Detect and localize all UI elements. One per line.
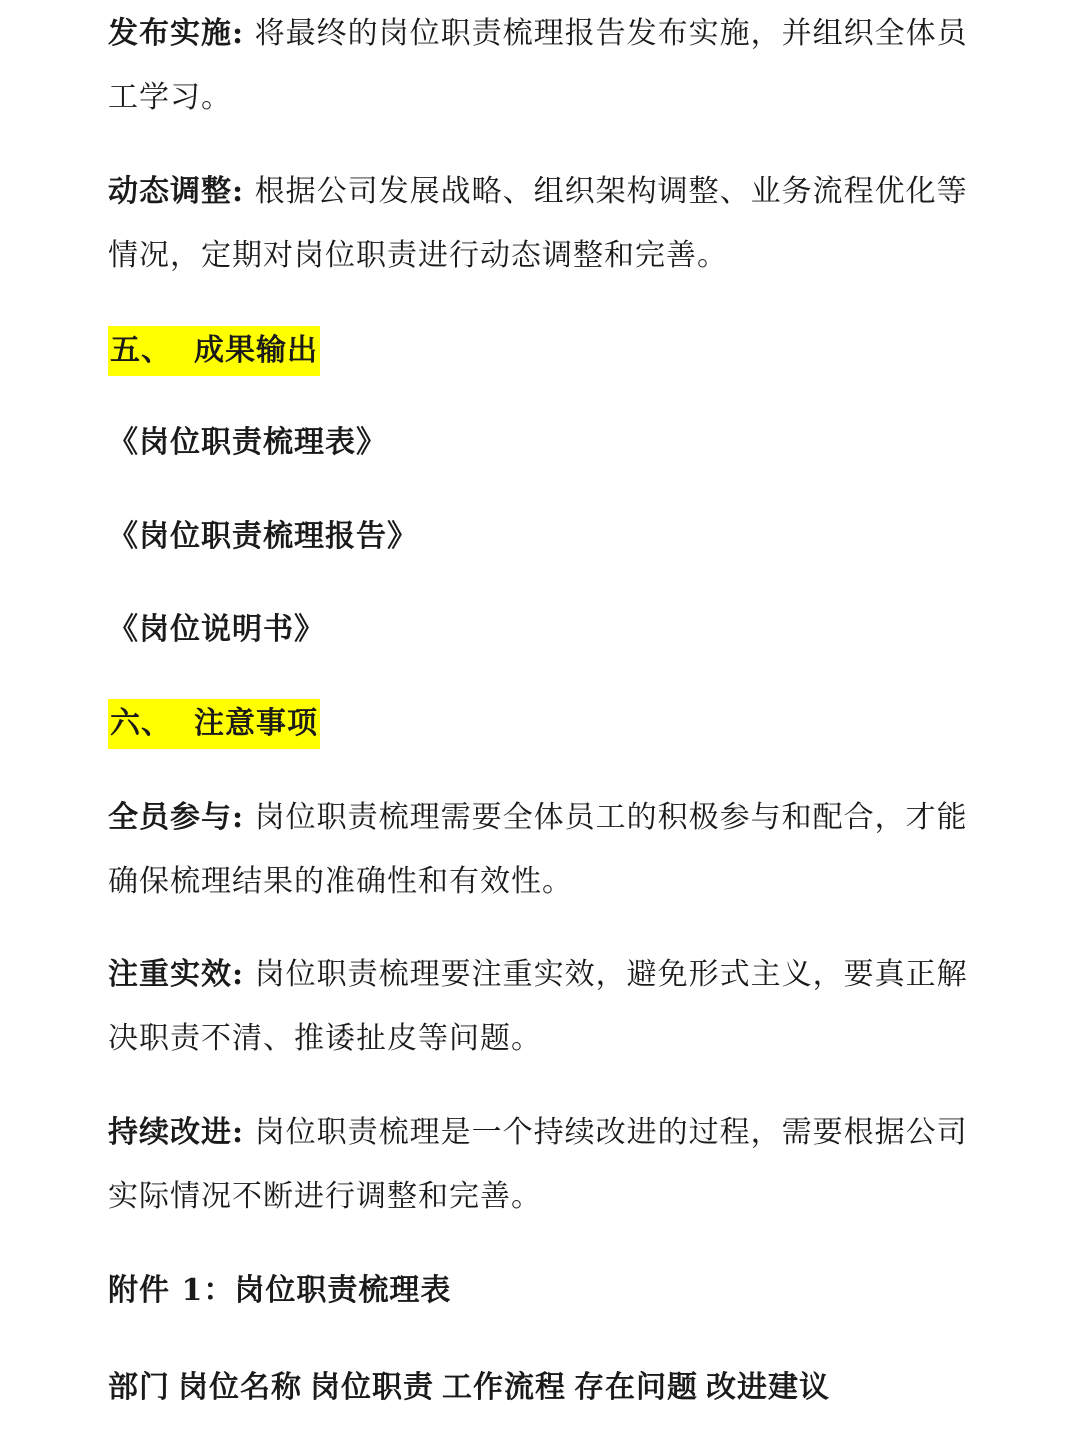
table-column-header: 岗位名称	[178, 1370, 302, 1405]
section-heading-outputs	[108, 326, 320, 376]
paragraph-publish	[108, 2, 968, 130]
table-column-header: 改进建议	[706, 1370, 830, 1405]
term-publish: 发布实施:	[108, 16, 245, 51]
text-publish: 将最终的岗位职责梳理报告发布实施，并组织全体员工学习。	[108, 16, 968, 115]
term-participation: 全员参与:	[108, 800, 245, 835]
table-column-header: 工作流程	[442, 1370, 566, 1405]
paragraph-improvement	[108, 1101, 968, 1229]
section-number: 五、	[110, 333, 172, 368]
section-heading-notes	[108, 699, 320, 749]
output-item: 《岗位职责梳理报告》	[108, 519, 418, 554]
table-column-header: 存在问题	[574, 1370, 698, 1405]
text-participation: 岗位职责梳理需要全体员工的积极参与和配合，才能确保梳理结果的准确性和有效性。	[108, 800, 968, 899]
paragraph-effectiveness	[108, 943, 968, 1071]
table-column-header: 岗位职责	[310, 1370, 434, 1405]
term-adjust: 动态调整:	[108, 174, 245, 209]
paragraph-participation	[108, 786, 968, 914]
term-improvement: 持续改进:	[108, 1115, 245, 1150]
term-effectiveness: 注重实效:	[108, 957, 245, 992]
section-title: 成果输出	[194, 333, 318, 368]
section-title: 注意事项	[194, 706, 318, 741]
output-item: 《岗位说明书》	[108, 612, 325, 647]
text-improvement: 岗位职责梳理是一个持续改进的过程，需要根据公司实际情况不断进行调整和完善。	[108, 1115, 968, 1214]
section-number: 六、	[110, 706, 172, 741]
paragraph-adjust	[108, 160, 968, 288]
attachment-title: 附件 1：岗位职责梳理表	[108, 1273, 452, 1308]
output-item: 《岗位职责梳理表》	[108, 425, 387, 460]
table-header-row	[108, 1363, 838, 1413]
text-effectiveness: 岗位职责梳理要注重实效，避免形式主义，要真正解决职责不清、推诿扯皮等问题。	[108, 957, 968, 1056]
table-column-header: 部门	[108, 1370, 170, 1405]
text-adjust: 根据公司发展战略、组织架构调整、业务流程优化等情况，定期对岗位职责进行动态调整和完善。	[108, 174, 968, 273]
